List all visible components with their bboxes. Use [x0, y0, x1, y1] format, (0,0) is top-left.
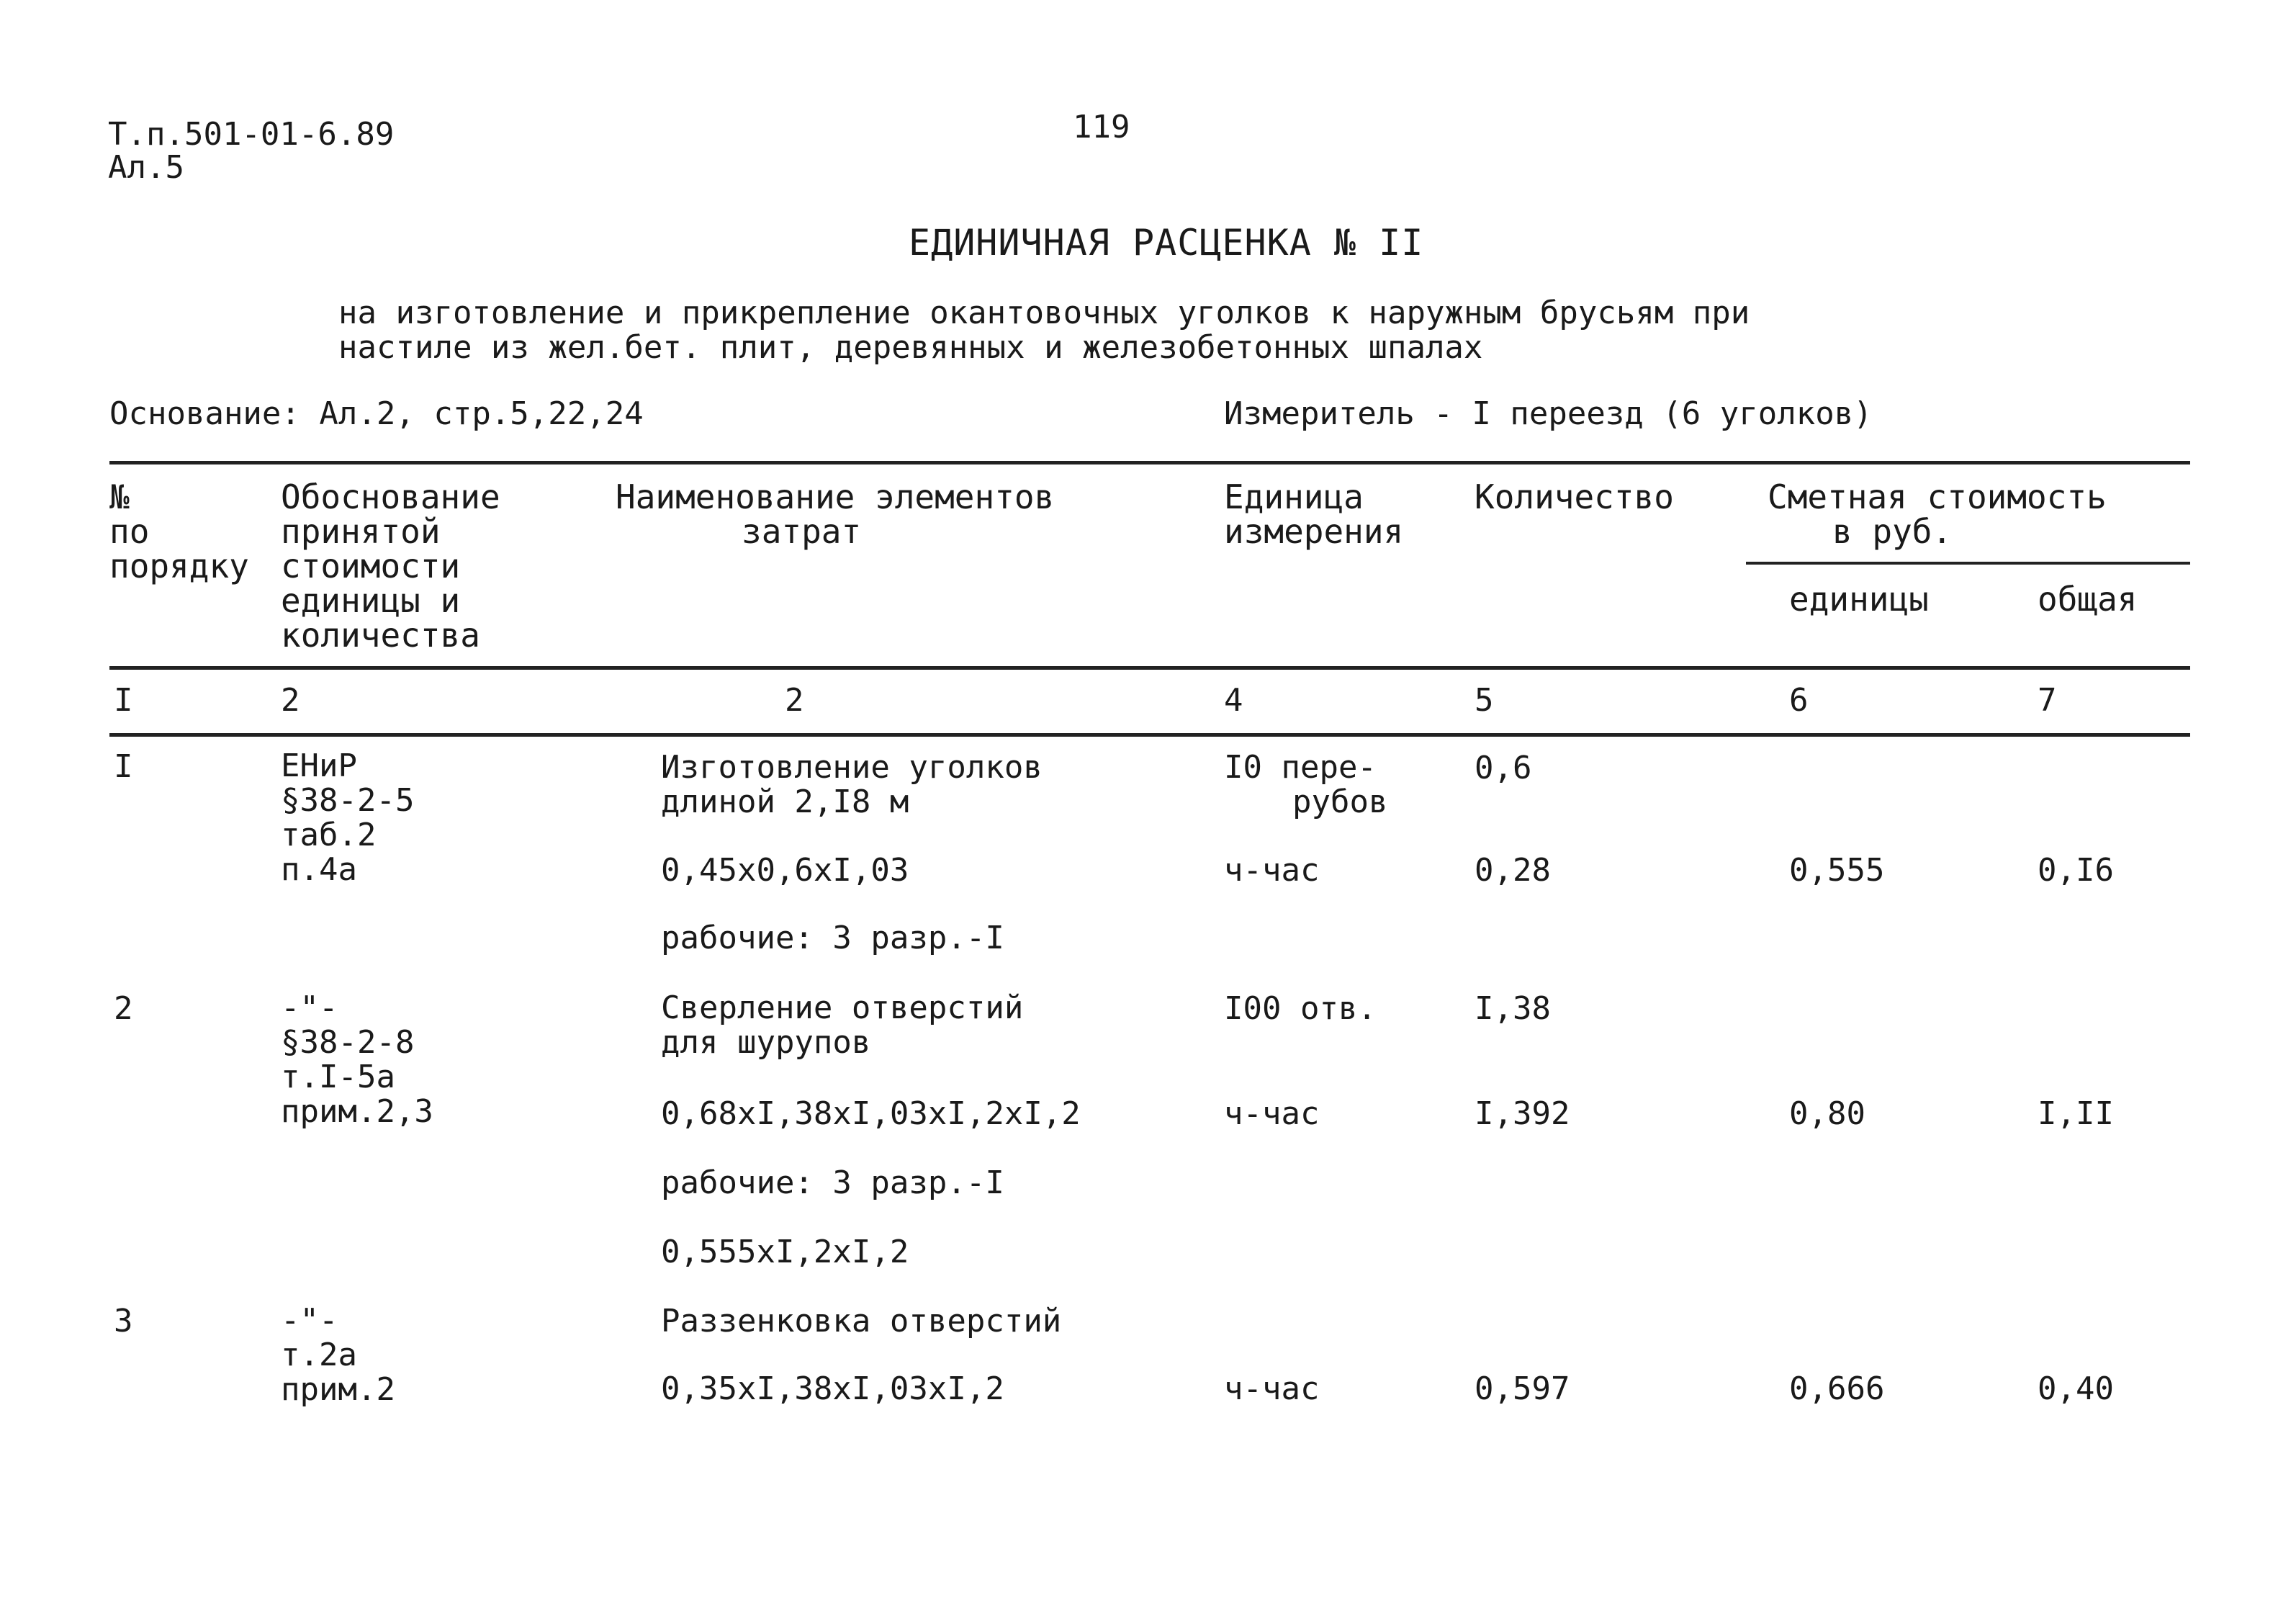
- album-number: Ал.5: [108, 149, 184, 186]
- row1-workers: рабочие: 3 разр.-I: [661, 920, 1004, 956]
- row1-basis: ЕНиР §38-2-5 таб.2 п.4а: [281, 748, 415, 888]
- row2-name: Сверление отверстий для шурупов: [661, 989, 1024, 1061]
- doc-reference: Т.п.501-01-6.89: [108, 116, 395, 153]
- row2-unit-cost: 0,80: [1789, 1095, 1865, 1132]
- row1-name: Изготовление уголков длиной 2,I8 м: [661, 749, 1043, 820]
- header-col-total: общая: [2038, 580, 2138, 619]
- row1-unit: I0 пере- рубов: [1224, 749, 1388, 820]
- row1-calc-quantity: 0,28: [1475, 852, 1551, 889]
- subtitle-line-2: настиле из жел.бет. плит, деревянных и железобетонных шпалах: [338, 329, 1483, 366]
- row2-total: I,II: [2038, 1095, 2114, 1132]
- numbers-bottom-rule: [109, 733, 2190, 737]
- header-col-unit-cost: единицы: [1789, 580, 1929, 619]
- column-number-6: 6: [1789, 682, 1809, 719]
- row2-calc-quantity: I,392: [1475, 1095, 1570, 1132]
- basis-line: Основание: Ал.2, стр.5,22,24: [109, 395, 644, 432]
- row1-unit-cost: 0,555: [1789, 852, 1885, 889]
- table-top-rule: [109, 461, 2190, 464]
- row3-basis: -"- т.2а прим.2: [281, 1302, 395, 1408]
- row2-basis: -"- §38-2-8 т.I-5а прим.2,3: [281, 989, 433, 1130]
- row3-calc-unit: ч-час: [1224, 1370, 1320, 1407]
- row1-total: 0,I6: [2038, 852, 2114, 889]
- row1-quantity: 0,6: [1475, 750, 1532, 786]
- row2-unit: I00 отв.: [1224, 990, 1377, 1027]
- row1-calc-unit: ч-час: [1224, 852, 1320, 889]
- header-col-unit: Единица измерения: [1224, 477, 1404, 551]
- row1-number: I: [114, 748, 133, 785]
- row2-calc: 0,68хI,38хI,03хI,2хI,2: [661, 1095, 1081, 1132]
- row2-number: 2: [114, 990, 133, 1027]
- header-col-number: № по порядку: [109, 477, 249, 585]
- cost-subheader-rule: [1746, 562, 2190, 565]
- header-col-quantity: Количество: [1475, 477, 1674, 516]
- header-col-basis: Обоснование принятой стоимости единицы и количества: [281, 477, 500, 655]
- column-number-1: I: [114, 682, 133, 719]
- row3-unit-cost: 0,666: [1789, 1370, 1885, 1407]
- row3-name: Раззенковка отверстий: [661, 1303, 1062, 1339]
- header-bottom-rule: [109, 666, 2190, 670]
- row3-calc-quantity: 0,597: [1475, 1370, 1570, 1407]
- column-number-5: 5: [1475, 682, 1494, 719]
- header-cost-group: Сметная стоимость в руб.: [1768, 477, 2107, 551]
- row3-number: 3: [114, 1303, 133, 1339]
- row1-calc: 0,45х0,6хI,03: [661, 852, 909, 889]
- page-number: 119: [1073, 109, 1130, 145]
- column-number-3: 2: [785, 682, 804, 719]
- column-number-2: 2: [281, 682, 300, 719]
- row2-workers: рабочие: 3 разр.-I: [661, 1164, 1004, 1201]
- meter-line: Измеритель - I переезд (6 уголков): [1224, 395, 1873, 432]
- subtitle-line-1: на изготовление и прикрепление окантовочных уголков к наружным брусьям при: [338, 295, 1750, 331]
- column-number-7: 7: [2038, 682, 2057, 719]
- document-title: ЕДИНИЧНАЯ РАСЦЕНКА № II: [909, 222, 1424, 264]
- row2-quantity: I,38: [1475, 990, 1551, 1027]
- column-number-4: 4: [1224, 682, 1243, 719]
- row2-extra-calc: 0,555хI,2хI,2: [661, 1234, 909, 1270]
- row3-total: 0,40: [2038, 1370, 2114, 1407]
- row3-calc: 0,35хI,38хI,03хI,2: [661, 1370, 1004, 1407]
- header-col-name: Наименование элементов затрат: [616, 477, 1055, 551]
- row2-calc-unit: ч-час: [1224, 1095, 1320, 1132]
